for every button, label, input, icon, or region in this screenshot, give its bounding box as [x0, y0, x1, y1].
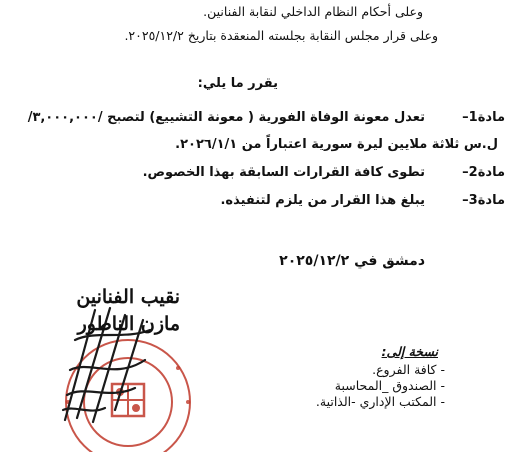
signer-name: مازن الناطور	[77, 313, 180, 335]
copies-item-3: - المكتب الإداري -الذاتية.	[315, 394, 445, 409]
date-line: دمشق في ٢٠٢٥/١٢/٢	[279, 253, 425, 269]
preamble-line-2: وعلى قرار مجلس النقابة بجلسته المنعقدة بتاريخ ٢٠٢٥/١٢/٢.	[124, 28, 438, 43]
copies-item-2: - الصندوق _المحاسبة	[334, 378, 445, 393]
decides-heading: يقرر ما يلي:	[197, 76, 278, 91]
copies-item-1: - كافة الفروع.	[372, 362, 445, 377]
preamble-line-1: وعلى أحكام النظام الداخلي لنقابة الفنانين.	[203, 4, 423, 19]
article-1-text-line-2: ل.س ثلاثة ملايين ليرة سورية اعتباراً من ٢٠٢٦/١/١.	[175, 137, 498, 152]
article-3-label: مادة3–	[462, 193, 505, 208]
signer-title: نقيب الفنانين	[76, 286, 180, 308]
article-3-text: يبلغ هذا القرار من يلزم لتنفيذه.	[220, 193, 425, 208]
article-2-label: مادة2–	[462, 165, 505, 180]
article-2-text: تطوى كافة القرارات السابقة بهذا الخصوص.	[142, 165, 425, 180]
article-1-text-line-1: تعدل معونة الوفاة الفورية ( معونة التشييع) لتصبح /٣,٠٠٠,٠٠٠/	[27, 110, 425, 125]
article-1-label: مادة1–	[462, 110, 505, 125]
copies-heading: نسخة إلى:	[381, 344, 438, 359]
